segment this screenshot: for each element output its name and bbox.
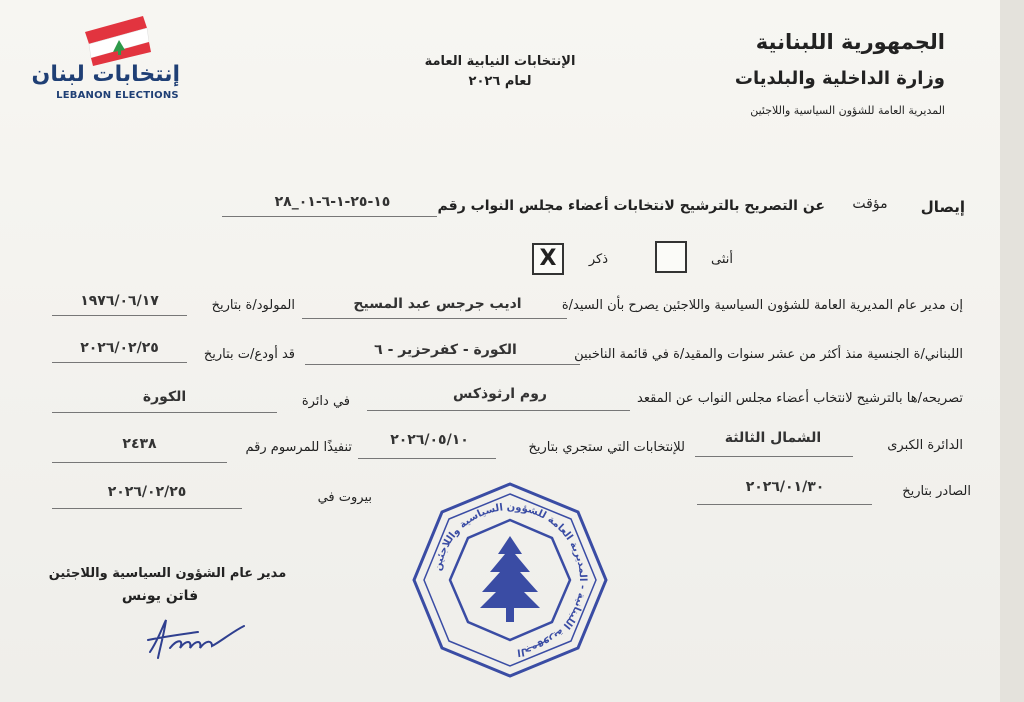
receipt-number-line bbox=[222, 216, 437, 217]
issued-date: ٢٠٢٦/٠١/٣٠ bbox=[745, 479, 825, 495]
logo-english-text: LEBANON ELECTIONS bbox=[56, 90, 179, 101]
official-stamp bbox=[410, 480, 610, 680]
beirut-date: ٢٠٢٦/٠٢/٢٥ bbox=[107, 484, 187, 500]
stamp-text: الجمهورية اللبنانية - المديرية العامة للشؤون السياسية واللاجئين bbox=[432, 501, 589, 658]
decree-number-line bbox=[52, 462, 227, 463]
logo-arabic-text: إنتخابات لبنان bbox=[31, 62, 180, 87]
birth-date: ١٩٧٦/٠٦/١٧ bbox=[80, 293, 159, 309]
row2-label: اللبناني/ة الجنسية منذ أكثر من عشر سنوات والمقيد/ة في قائمة الناخبين bbox=[574, 347, 963, 362]
election-date: ٢٠٢٦/٠٥/١٠ bbox=[390, 432, 469, 448]
issued-date-label: الصادر بتاريخ bbox=[902, 484, 971, 499]
beirut-date-line bbox=[52, 508, 242, 509]
lebanon-flag-icon bbox=[55, 14, 185, 66]
signatory-name: فاتن يونس bbox=[121, 588, 199, 604]
district-label: في دائرة bbox=[301, 394, 350, 409]
male-checkbox[interactable]: X bbox=[532, 243, 564, 275]
election-date-label: للإنتخابات التي ستجري بتاريخ bbox=[528, 440, 685, 455]
receipt-about: عن التصريح بالترشيح لانتخابات أعضاء مجلس النواب رقم bbox=[437, 198, 825, 214]
voter-registry-line bbox=[305, 364, 580, 365]
row3-label: تصريحه/ها بالترشيح لانتخاب أعضاء مجلس النواب عن المقعد bbox=[637, 391, 963, 406]
major-district-value: الشمال الثالثة bbox=[724, 430, 822, 446]
beirut-label: بيروت في bbox=[317, 490, 372, 505]
signatory-title: مدير عام الشؤون السياسية واللاجئين bbox=[48, 566, 287, 581]
decree-label: تنفيذًا للمرسوم رقم bbox=[245, 440, 352, 455]
candidate-name-line bbox=[302, 318, 567, 319]
ministry-title: وزارة الداخلية والبلديات bbox=[734, 68, 945, 89]
receipt-label: إيصال bbox=[920, 198, 965, 216]
election-date-line bbox=[358, 458, 496, 459]
row1-intro: إن مدير عام المديرية العامة للشؤون السياسية واللاجئين يصرح بأن السيد/ة bbox=[561, 298, 963, 313]
female-checkbox[interactable] bbox=[655, 241, 687, 273]
handwritten-signature bbox=[140, 610, 250, 665]
female-label: أنثى bbox=[711, 252, 733, 267]
provisional-value: مؤقت bbox=[852, 196, 888, 212]
male-label: ذكر bbox=[588, 252, 608, 267]
directorate-title: المديرية العامة للشؤون السياسية واللاجئين bbox=[750, 104, 945, 117]
born-label: المولود/ة بتاريخ bbox=[211, 298, 295, 313]
district-value: الكورة bbox=[142, 389, 187, 405]
elections-logo bbox=[31, 14, 185, 104]
candidate-name: اديب جرجس عبد المسيح bbox=[353, 296, 522, 312]
receipt-number: ١٥-٢٥-١-٦-٠١_٢٨ bbox=[274, 194, 391, 210]
district-line bbox=[52, 412, 277, 413]
republic-title: الجمهورية اللبنانية bbox=[755, 30, 945, 54]
deposit-date: ٢٠٢٦/٠٢/٢٥ bbox=[80, 340, 159, 356]
seat-value: روم ارثوذكس bbox=[453, 386, 547, 402]
deposited-label: قد أودع/ت بتاريخ bbox=[203, 347, 295, 362]
decree-number: ٢٤٣٨ bbox=[122, 436, 157, 452]
seat-line bbox=[367, 410, 630, 411]
elections-title: الإنتخابات النيابية العامة bbox=[424, 54, 576, 69]
birth-date-line bbox=[52, 315, 187, 316]
major-district-line bbox=[695, 456, 853, 457]
major-district-label: الدائرة الكبرى bbox=[887, 438, 963, 453]
background-edge bbox=[1000, 0, 1024, 702]
deposit-date-line bbox=[52, 362, 187, 363]
issued-date-line bbox=[697, 504, 872, 505]
elections-year: لعام ٢٠٢٦ bbox=[468, 74, 532, 89]
voter-registry: الكورة - كفرحزير - ٦ bbox=[374, 342, 517, 358]
